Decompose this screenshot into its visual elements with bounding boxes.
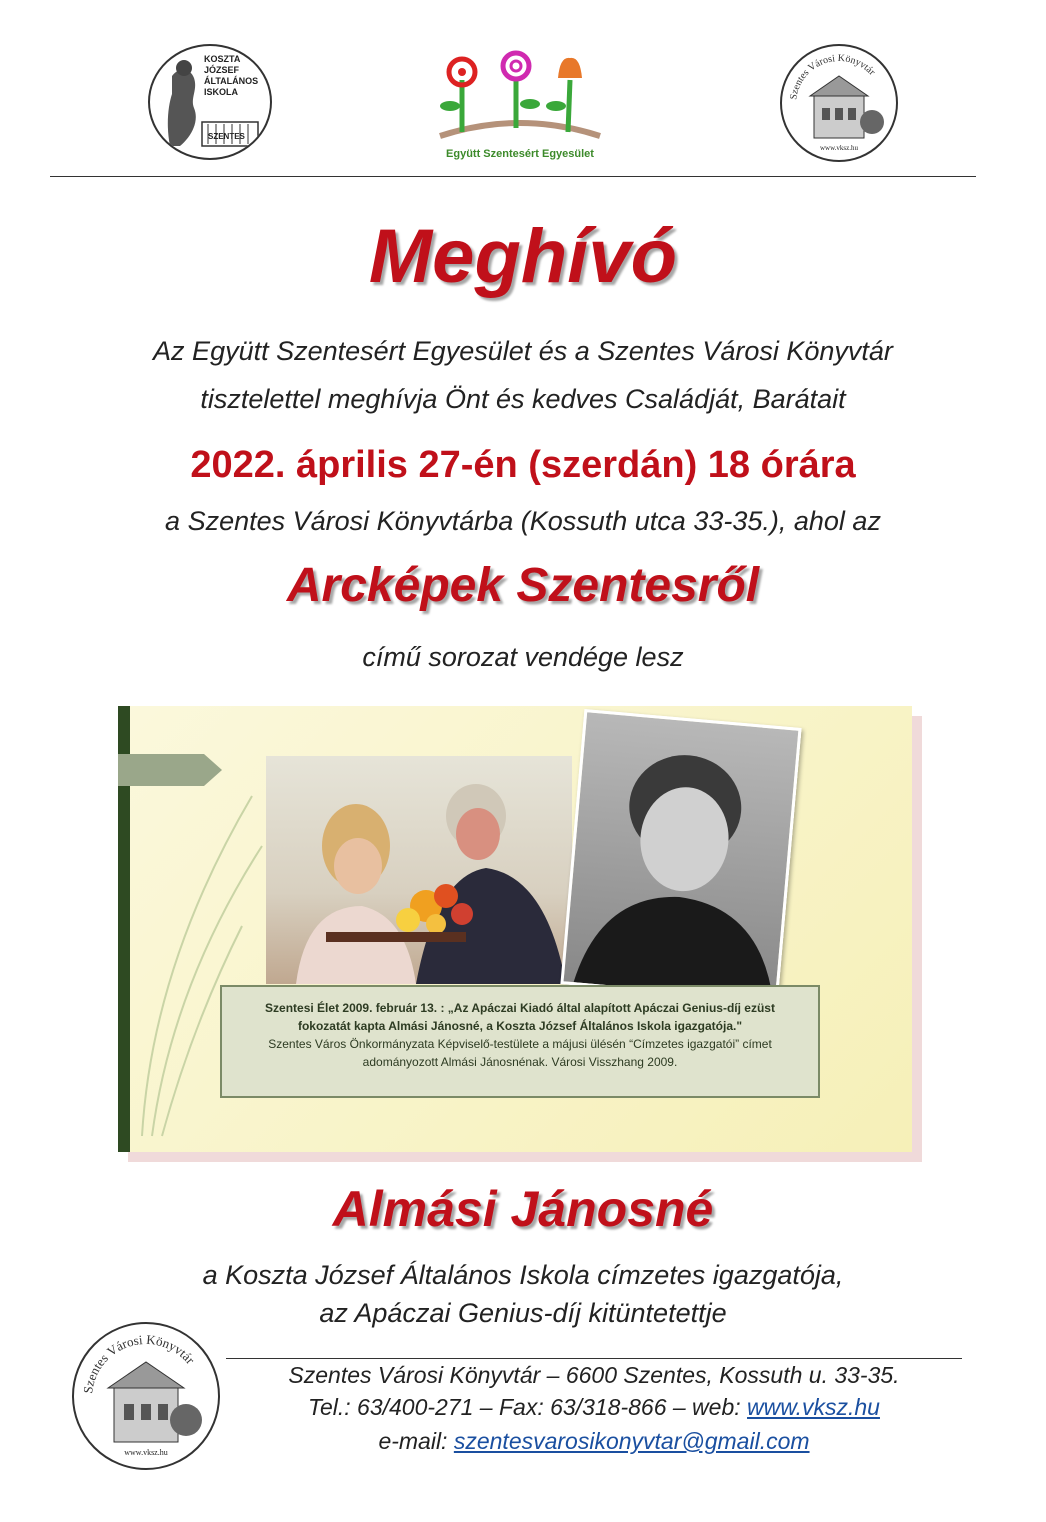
photo-caption (220, 985, 820, 1098)
school-logo-line: KOSZTA (204, 54, 241, 64)
caption-line-1: Szentesi Élet 2009. február 13. : „Az Apáczai Kiadó által alapított Apáczai Genius-díj ezüst (265, 1001, 775, 1015)
footer-email-link[interactable]: szentesvarosikonyvtar@gmail.com (453, 1428, 810, 1454)
school-logo (148, 44, 272, 160)
venue-line: a Szentes Városi Könyvtárba (Kossuth utca 33-35.), ahol az (165, 506, 881, 536)
footer-web-link[interactable]: www.vksz.hu (747, 1394, 880, 1420)
school-logo-city: SZENTES (208, 132, 245, 141)
caption-line-2: fokozatát kapta Almási Jánosné, a Koszta József Általános Iskola igazgatója." (297, 1019, 743, 1033)
library-building-icon (782, 46, 896, 160)
series-subtitle: című sorozat vendége lesz (362, 642, 684, 672)
guest-description-2: az Apáczai Genius-díj kitüntetettje (319, 1298, 727, 1328)
school-logo-line: ISKOLA (204, 87, 239, 97)
footer-address: Szentes Városi Könyvtár – 6600 Szentes, Kossuth u. 33-35. (288, 1362, 900, 1388)
caption-line-4: adományozott Almási Jánosnénak. Városi Visszhang 2009. (362, 1055, 678, 1069)
page-title: Meghívó (368, 214, 678, 299)
footer-contact (226, 1394, 962, 1421)
top-divider (50, 176, 976, 177)
footer-library-logo-arc: Szentes Városi Könyvtár (80, 1331, 198, 1395)
caption-line-3: Szentes Város Önkormányzata Képviselő-testülete a májusi ülésén “Címzetes igazgatói” címet (268, 1037, 772, 1051)
library-logo-arc: Szentes Városi Könyvtár (788, 52, 878, 101)
school-logo-line: ÁLTALÁNOS (204, 76, 259, 86)
footer-contact-text: Tel.: 63/400-271 – Fax: 63/318-866 – web: (308, 1394, 748, 1420)
library-logo-url: www.vksz.hu (819, 144, 859, 152)
association-logo (420, 44, 620, 166)
footer-library-logo (72, 1322, 220, 1470)
association-name: Együtt Szentesért Egyesület (446, 148, 594, 160)
footer-email (226, 1428, 962, 1455)
award-photo (266, 756, 572, 984)
footer-email-label: e-mail: (378, 1428, 454, 1454)
flowers-icon (420, 44, 620, 144)
intro-line-2: tisztelettel meghívja Önt és kedves Családját, Barátait (200, 384, 846, 414)
footer-library-logo-url: www.vksz.hu (124, 1448, 168, 1457)
series-title: Arcképek Szentesről (286, 559, 760, 612)
portrait-photo (560, 709, 801, 1003)
library-building-icon (74, 1324, 218, 1468)
school-logo-line: JÓZSEF (204, 65, 240, 75)
library-logo (780, 44, 898, 162)
event-date: 2022. április 27-én (szerdán) 18 órára (190, 444, 856, 486)
guest-description-1: a Koszta József Általános Iskola címzetes igazgatója, (202, 1260, 844, 1290)
guest-name: Almási Jánosné (332, 1181, 714, 1237)
footer-divider (226, 1358, 962, 1359)
intro-line-1: Az Együtt Szentesért Egyesület és a Szentes Városi Könyvtár (153, 336, 893, 366)
